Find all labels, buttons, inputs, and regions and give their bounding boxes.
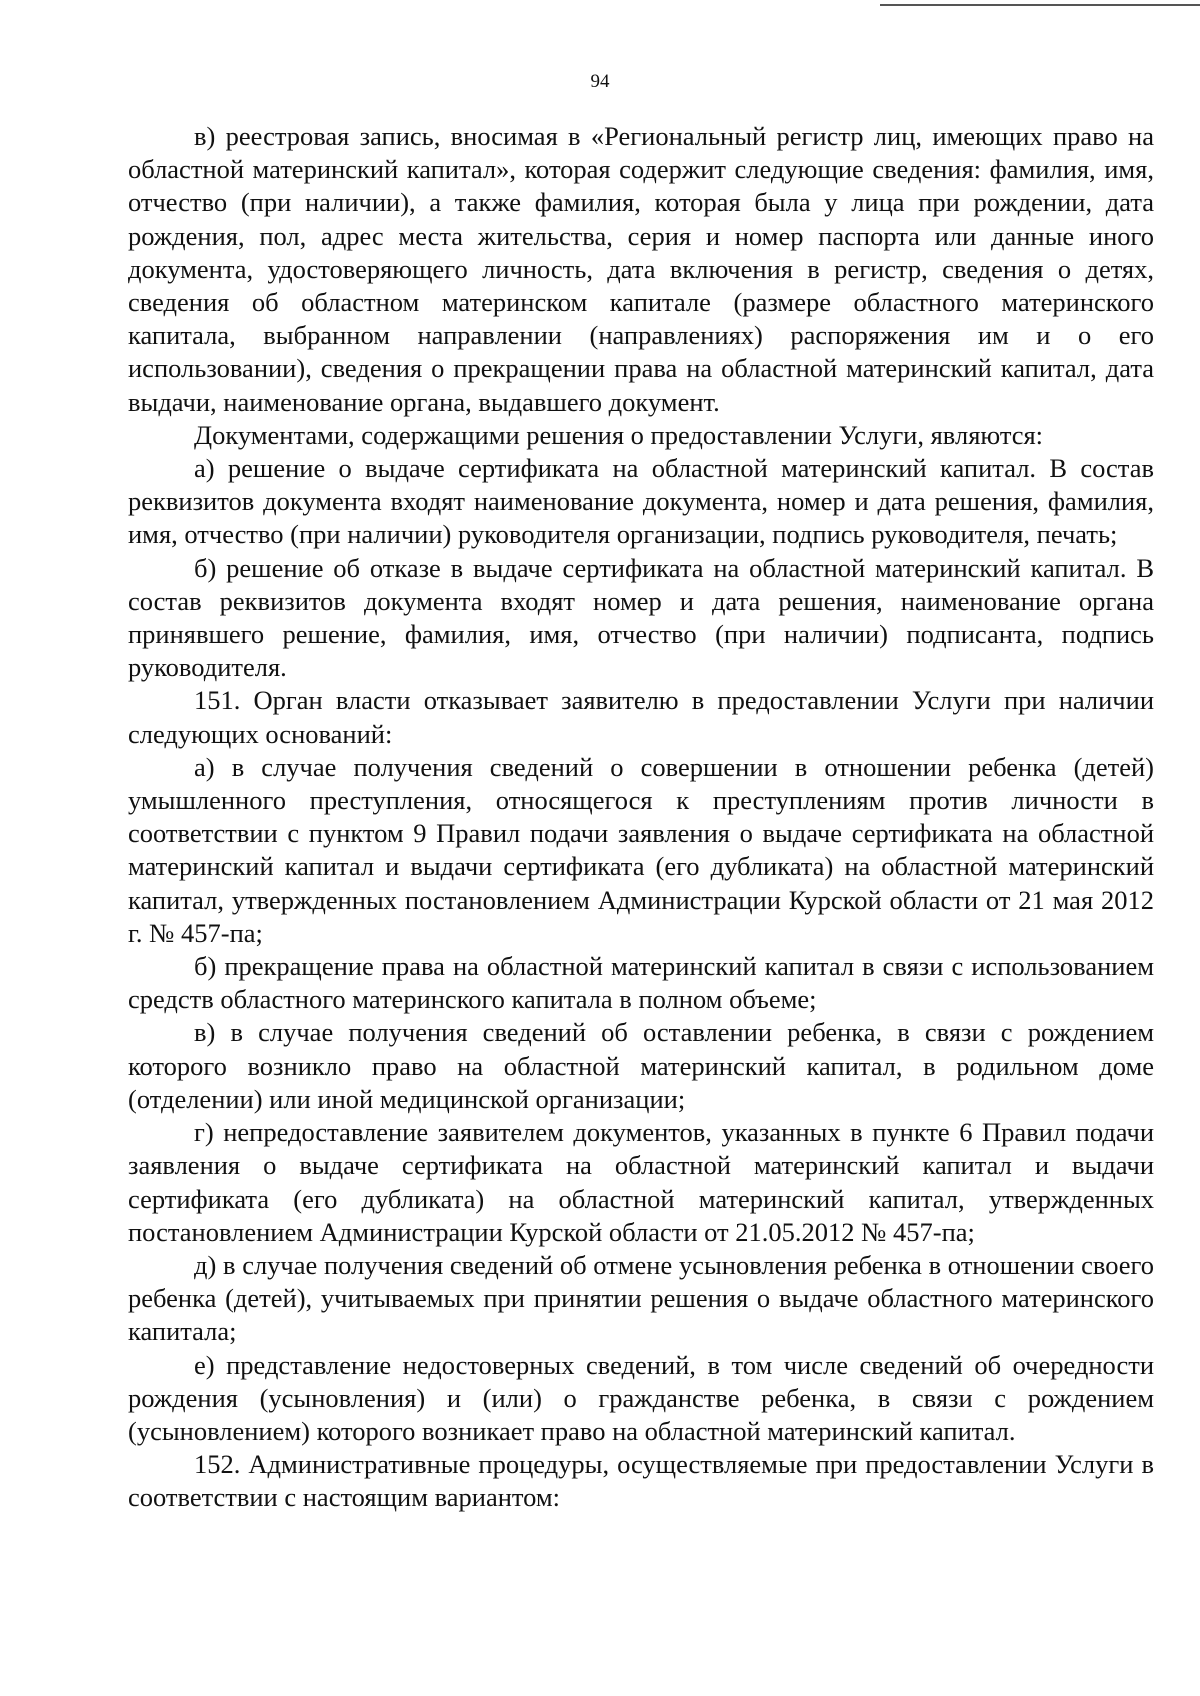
scan-edge-line xyxy=(880,4,1200,6)
paragraph-ground-v: в) в случае получения сведений об оставлении ребенка, в связи с рождением которого возникло право на областной материнский капитал, в родильном доме (отделении) или иной медицинской организации; xyxy=(128,1017,1154,1114)
paragraph-refusal-decision: б) решение об отказе в выдаче сертификата на областной материнский капитал. В состав реквизитов документа входят номер и дата решения, наименование органа принявшего решение, фамилия, имя, отчество (при наличии) подписанта, подпись руководителя. xyxy=(128,552,1154,683)
paragraph-registry-record: в) реестровая запись, вносимая в «Региональный регистр лиц, имеющих право на областной материнский капитал», которая содержит следующие сведения: фамилия, имя, отчество (при наличии), а также фамилия, которая была у лица при рождении, дата рождения, пол, адрес места жительства, серия и номер паспорта или данные иного документа, удостоверяющего личность, дата включения в регистр, сведения о детях, сведения об областном материнском капитале (размере областного материнского капитала, выбранном направлении (направлениях) распоряжения им и о его использовании), сведения о прекращении права на областной материнский капитал, дата выдачи, наименование органа, выдавшего документ. xyxy=(128,121,1154,417)
paragraph-issue-decision: а) решение о выдаче сертификата на областной материнский капитал. В состав реквизитов документа входят наименование документа, номер и дата решения, фамилия, имя, отчество (при наличии) руководителя организации, подпись руководителя, печать; xyxy=(128,453,1154,550)
paragraph-ground-g: г) непредоставление заявителем документов, указанных в пункте 6 Правил подачи заявления о выдаче сертификата на областной материнский капитал и выдачи сертификата (его дубликата) на областной материнский капитал, утвержденных постановлением Администрации Курской области от 21.05.2012 № 457-па; xyxy=(128,1117,1154,1247)
paragraph-clause-152: 152. Административные процедуры, осуществляемые при предоставлении Услуги в соответствии с настоящим вариантом: xyxy=(128,1449,1154,1513)
paragraph-ground-d: д) в случае получения сведений об отмене усыновления ребенка в отношении своего ребенка (детей), учитываемых при принятии решения о выдаче областного материнского капитала; xyxy=(128,1249,1154,1347)
page-number: 94 xyxy=(590,71,610,92)
paragraph-ground-a: а) в случае получения сведений о совершении в отношении ребенка (детей) умышленного преступления, относящегося к преступлениям против личности в соответствии с пунктом 9 Правил подачи заявления о выдаче сертификата на областной материнский капитал и выдачи сертификата (его дубликата) на областной материнский капитал, утвержденных постановлением Администрации Курской области от 21 мая 2012 г. № 457-па; xyxy=(128,751,1154,948)
paragraph-ground-e: е) представление недостоверных сведений, в том числе сведений об очередности рождения (усыновления) и (или) о гражданстве ребенка, в связи с рождением (усыновлением) которого возникает право на областной материнский капитал. xyxy=(128,1349,1154,1446)
paragraph-clause-151: 151. Орган власти отказывает заявителю в предоставлении Услуги при наличии следующих оснований: xyxy=(128,685,1154,749)
document-body xyxy=(128,120,1154,1515)
paragraph-decision-documents: Документами, содержащими решения о предоставлении Услуги, являются: xyxy=(194,419,1044,450)
paragraph-ground-b: б) прекращение права на областной материнский капитал в связи с использованием средств областного материнского капитала в полном объеме; xyxy=(128,951,1154,1015)
